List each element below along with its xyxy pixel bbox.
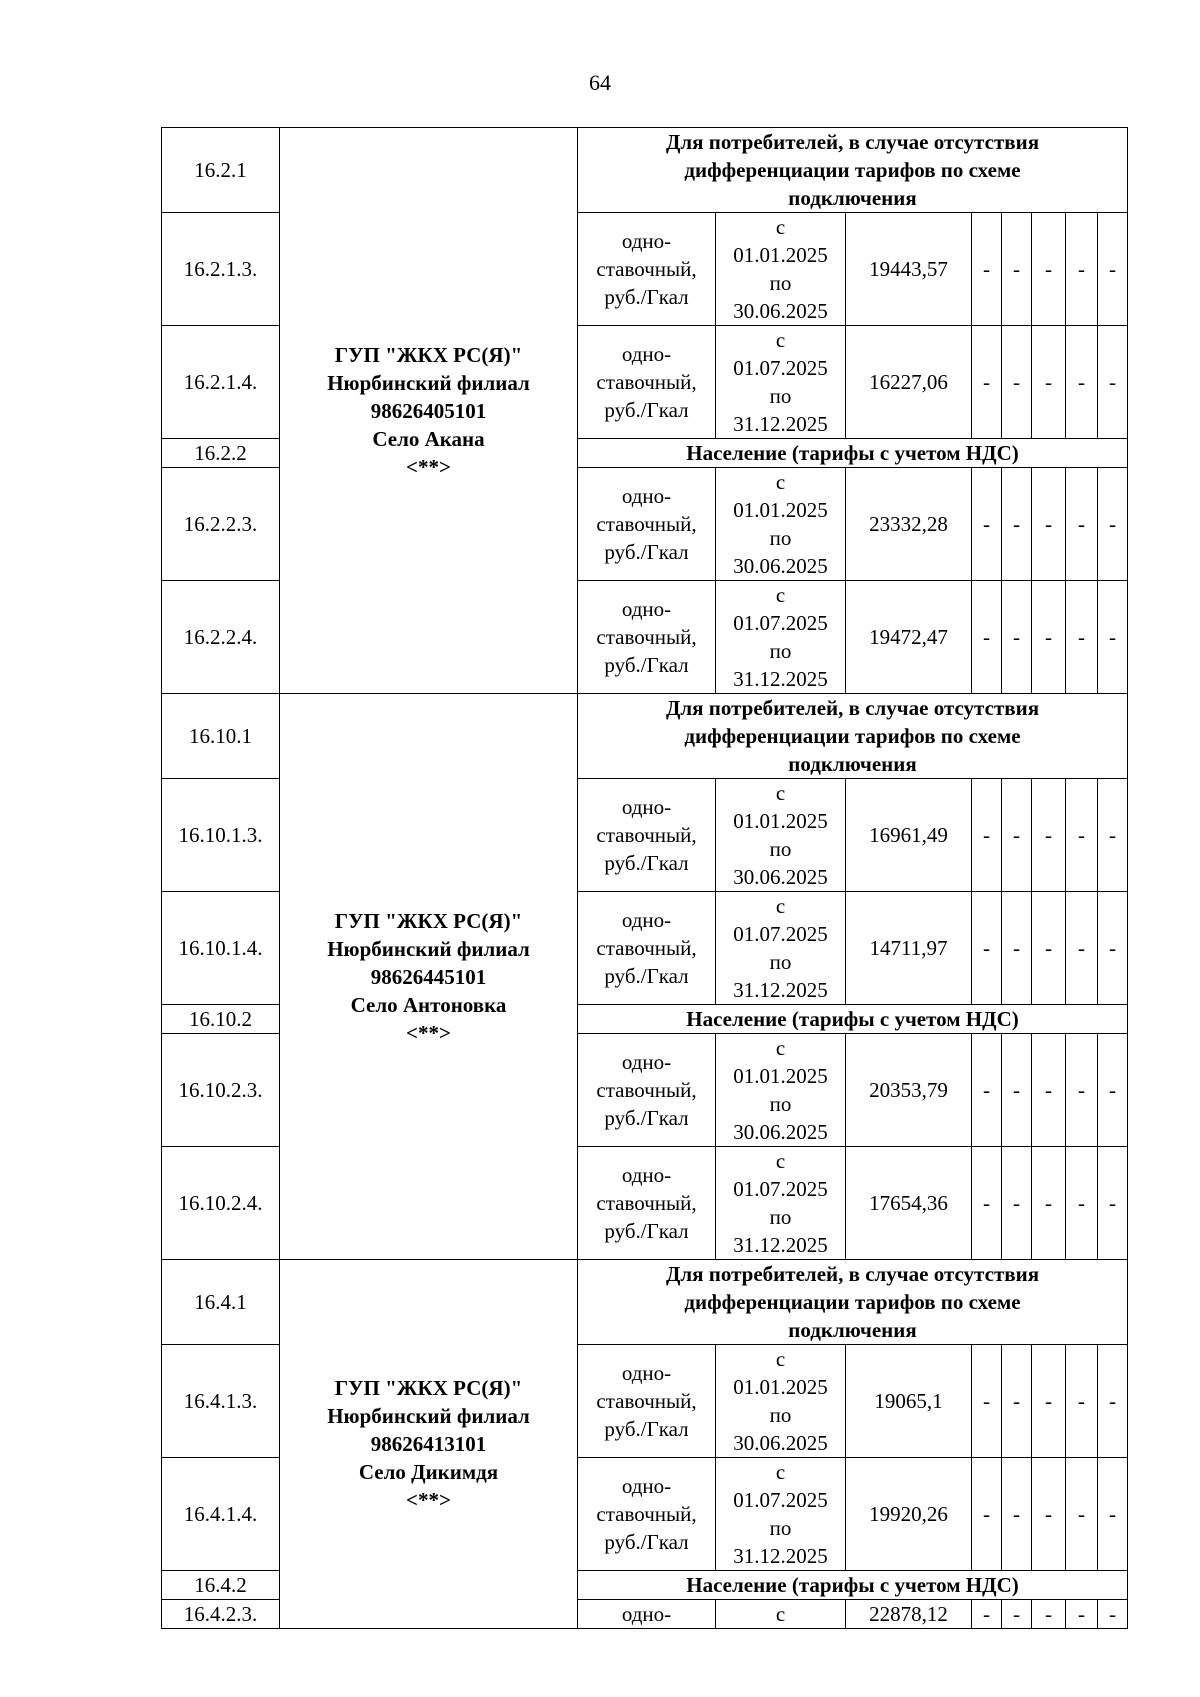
row-code: 16.2.1.3. [162,213,280,326]
validity-period-line: по [769,526,792,550]
empty-dash: - [1002,1345,1032,1458]
row-code: 16.2.2 [162,439,280,468]
validity-period [716,892,846,1005]
rate-type [578,1345,716,1458]
empty-dash: - [1098,779,1128,892]
empty-dash: - [1098,892,1128,1005]
empty-dash: - [1032,1345,1066,1458]
validity-period-line: 30.06.2025 [733,1431,828,1455]
empty-dash: - [1066,892,1098,1005]
section-title-line: дифференциации тарифов по схеме [684,1290,1021,1314]
row-code: 16.4.1.3. [162,1345,280,1458]
validity-period-line: 31.12.2025 [733,412,828,436]
section-title [578,1260,1128,1345]
rate-type-line: одно- [621,795,672,819]
rate-type-line: одно- [621,597,672,621]
empty-dash: - [1066,326,1098,439]
empty-dash: - [1032,1147,1066,1260]
empty-dash: - [1066,1034,1098,1147]
empty-dash: - [1098,1458,1128,1571]
empty-dash: - [972,581,1002,694]
validity-period-line: 30.06.2025 [733,1120,828,1144]
validity-period-line: с [775,1149,786,1173]
empty-dash: - [1032,779,1066,892]
tariff-value: 20353,79 [846,1034,972,1147]
rate-type-line: одно- [621,229,672,253]
page-number: 64 [589,70,611,95]
rate-type: одно- [578,1600,716,1629]
empty-dash: - [1002,581,1032,694]
validity-period-line: по [769,639,792,663]
empty-dash: - [972,892,1002,1005]
validity-period-line: 01.01.2025 [733,498,828,522]
section-row [162,128,1128,213]
rate-type [578,892,716,1005]
tariff-value: 16227,06 [846,326,972,439]
validity-period-line: по [769,1092,792,1116]
validity-period-line: по [769,950,792,974]
row-code: 16.10.1 [162,694,280,779]
empty-dash: - [1098,1034,1128,1147]
section-title [578,439,1128,468]
empty-dash: - [1002,468,1032,581]
section-title-line: Для потребителей, в случае отсутствия [665,130,1040,154]
rate-type [578,779,716,892]
rate-type-line: руб./Гкал [604,540,689,564]
validity-period-line: 01.01.2025 [733,809,828,833]
tariff-value: 19920,26 [846,1458,972,1571]
organization-line: ГУП "ЖКХ РС(Я)" [334,1376,523,1400]
validity-period [716,326,846,439]
rate-type-line: руб./Гкал [604,285,689,309]
organization-line: Село Дикимдя [358,1460,499,1484]
validity-period [716,1458,846,1571]
rate-type-line: одно- [621,484,672,508]
validity-period [716,581,846,694]
validity-period-line: 30.06.2025 [733,299,828,323]
section-title-line: подключения [788,186,917,210]
validity-period-line: 30.06.2025 [733,865,828,889]
row-code: 16.2.2.4. [162,581,280,694]
tariff-value: 19472,47 [846,581,972,694]
section-title-line: Для потребителей, в случае отсутствия [665,696,1040,720]
rate-type-line: руб./Гкал [604,964,689,988]
validity-period-line: по [769,384,792,408]
empty-dash: - [1002,779,1032,892]
validity-period-line: с [775,215,786,239]
row-code: 16.2.2.3. [162,468,280,581]
rate-type-line: руб./Гкал [604,398,689,422]
rate-type [578,326,716,439]
validity-period: с [716,1600,846,1629]
organization-line: <**> [406,454,451,479]
organization-line: Нюрбинский филиал [327,370,530,395]
empty-dash: - [1098,581,1128,694]
tariff-table [161,127,1128,1629]
tariff-value: 23332,28 [846,468,972,581]
section-title-line: Для потребителей, в случае отсутствия [665,1262,1040,1286]
section-title [578,694,1128,779]
organization-line: Село Антоновка [350,992,507,1017]
validity-period [716,779,846,892]
section-row [162,1260,1128,1345]
section-title-line: Население (тарифы с учетом НДС) [686,441,1019,465]
validity-period-line: по [769,271,792,295]
empty-dash: - [1066,779,1098,892]
empty-dash: - [1032,1458,1066,1571]
empty-dash: - [1066,213,1098,326]
tariff-value: 14711,97 [846,892,972,1005]
validity-period-line: по [769,1403,792,1427]
row-code: 16.2.1.4. [162,326,280,439]
empty-dash: - [1066,1345,1098,1458]
empty-dash: - [972,1034,1002,1147]
validity-period [716,213,846,326]
rate-type [578,1458,716,1571]
validity-period-line: с [775,1460,786,1484]
row-code: 16.10.2.3. [162,1034,280,1147]
section-title-line: дифференциации тарифов по схеме [684,724,1021,748]
empty-dash: - [972,468,1002,581]
rate-type [578,468,716,581]
rate-type-line: руб./Гкал [604,1219,689,1243]
empty-dash: - [1066,581,1098,694]
organization-cell [280,1260,578,1629]
empty-dash: - [1002,1034,1032,1147]
validity-period-line: с [775,1036,786,1060]
empty-dash: - [1032,213,1066,326]
rate-type-line: ставочный, [596,1502,697,1526]
rate-type-line: ставочный, [596,1191,697,1215]
rate-type-line: руб./Гкал [604,851,689,875]
rate-type [578,1147,716,1260]
organization-cell [280,694,578,1260]
validity-period-line: с [775,1347,786,1371]
validity-period-line: 01.07.2025 [733,1488,828,1512]
rate-type-line: ставочный, [596,1078,697,1102]
empty-dash: - [1002,1458,1032,1571]
empty-dash: - [972,779,1002,892]
rate-type-line: ставочный, [596,936,697,960]
section-title [578,128,1128,213]
empty-dash: - [1032,892,1066,1005]
organization-line: <**> [406,1020,451,1045]
section-title-line: подключения [788,1318,917,1342]
row-code: 16.10.1.3. [162,779,280,892]
section-title-line: Население (тарифы с учетом НДС) [686,1573,1019,1597]
rate-type [578,581,716,694]
section-title [578,1571,1128,1600]
empty-dash: - [972,1458,1002,1571]
row-code: 16.2.1 [162,128,280,213]
rate-type-line: одно- [621,1163,672,1187]
organization-line: Нюрбинский филиал [327,936,530,961]
empty-dash: - [1002,892,1032,1005]
validity-period [716,468,846,581]
validity-period-line: 31.12.2025 [733,667,828,691]
rate-type-line: руб./Гкал [604,1106,689,1130]
organization-cell [280,128,578,694]
empty-dash: - [1002,1147,1032,1260]
validity-period-line: 01.01.2025 [733,1064,828,1088]
empty-dash: - [1098,1147,1128,1260]
validity-period-line: 01.07.2025 [733,1177,828,1201]
rate-type-line: ставочный, [596,512,697,536]
empty-dash: - [1098,1345,1128,1458]
organization-line: ГУП "ЖКХ РС(Я)" [334,908,523,933]
row-code: 16.4.1 [162,1260,280,1345]
organization-line: Село Акана [372,426,485,451]
validity-period-line: 01.07.2025 [733,611,828,635]
rate-type-line: руб./Гкал [604,1417,689,1441]
rate-type-line: ставочный, [596,625,697,649]
validity-period-line: 01.01.2025 [733,1375,828,1399]
section-title-line: Население (тарифы с учетом НДС) [686,1007,1019,1031]
row-code: 16.10.1.4. [162,892,280,1005]
empty-dash: - [1066,1600,1098,1629]
row-code: 16.10.2.4. [162,1147,280,1260]
empty-dash: - [1098,1600,1128,1629]
row-code: 16.4.2.3. [162,1600,280,1629]
empty-dash: - [1098,213,1128,326]
tariff-value: 16961,49 [846,779,972,892]
validity-period-line: по [769,1516,792,1540]
empty-dash: - [1066,468,1098,581]
empty-dash: - [972,213,1002,326]
rate-type-line: ставочный, [596,257,697,281]
tariff-value: 17654,36 [846,1147,972,1260]
tariff-value: 19443,57 [846,213,972,326]
organization-line: 98626405101 [370,398,487,423]
rate-type-line: руб./Гкал [604,1530,689,1554]
empty-dash: - [1032,1034,1066,1147]
rate-type [578,1034,716,1147]
rate-type-line: одно- [621,908,672,932]
empty-dash: - [972,1147,1002,1260]
empty-dash: - [972,1600,1002,1629]
validity-period-line: 31.12.2025 [733,1544,828,1568]
empty-dash: - [972,326,1002,439]
validity-period-line: по [769,837,792,861]
validity-period-line: с [775,328,786,352]
rate-type-line: одно- [621,342,672,366]
tariff-value: 22878,12 [846,1600,972,1629]
tariff-value: 19065,1 [846,1345,972,1458]
empty-dash: - [1098,468,1128,581]
rate-type-line: одно- [621,1474,672,1498]
rate-type-line: руб./Гкал [604,653,689,677]
organization-line: 98626413101 [370,1432,487,1456]
organization-line: Нюрбинский филиал [327,1404,530,1428]
section-title [578,1005,1128,1034]
empty-dash: - [1002,326,1032,439]
empty-dash: - [972,1345,1002,1458]
empty-dash: - [1002,213,1032,326]
validity-period [716,1345,846,1458]
empty-dash: - [1032,1600,1066,1629]
organization-line: <**> [406,1488,451,1512]
empty-dash: - [1032,468,1066,581]
validity-period-line: по [769,1205,792,1229]
validity-period-line: 01.07.2025 [733,356,828,380]
validity-period-line: 01.07.2025 [733,922,828,946]
rate-type-line: одно- [621,1361,672,1385]
validity-period-line: 30.06.2025 [733,554,828,578]
empty-dash: - [1032,581,1066,694]
validity-period-line: с [775,894,786,918]
organization-line: 98626445101 [370,964,487,989]
row-code: 16.10.2 [162,1005,280,1034]
section-title-line: подключения [788,752,917,776]
validity-period-line: с [775,583,786,607]
row-code: 16.4.1.4. [162,1458,280,1571]
validity-period-line: 31.12.2025 [733,978,828,1002]
empty-dash: - [1002,1600,1032,1629]
empty-dash: - [1032,326,1066,439]
section-title-line: дифференциации тарифов по схеме [684,158,1021,182]
empty-dash: - [1098,326,1128,439]
rate-type-line: ставочный, [596,823,697,847]
validity-period-line: с [775,470,786,494]
empty-dash: - [1066,1147,1098,1260]
row-code: 16.4.2 [162,1571,280,1600]
rate-type-line: ставочный, [596,370,697,394]
section-row [162,694,1128,779]
validity-period-line: 01.01.2025 [733,243,828,267]
validity-period [716,1147,846,1260]
validity-period-line: 31.12.2025 [733,1233,828,1257]
rate-type-line: ставочный, [596,1389,697,1413]
organization-line: ГУП "ЖКХ РС(Я)" [334,342,523,367]
empty-dash: - [1066,1458,1098,1571]
validity-period-line: с [775,781,786,805]
rate-type [578,213,716,326]
validity-period [716,1034,846,1147]
rate-type-line: одно- [621,1050,672,1074]
